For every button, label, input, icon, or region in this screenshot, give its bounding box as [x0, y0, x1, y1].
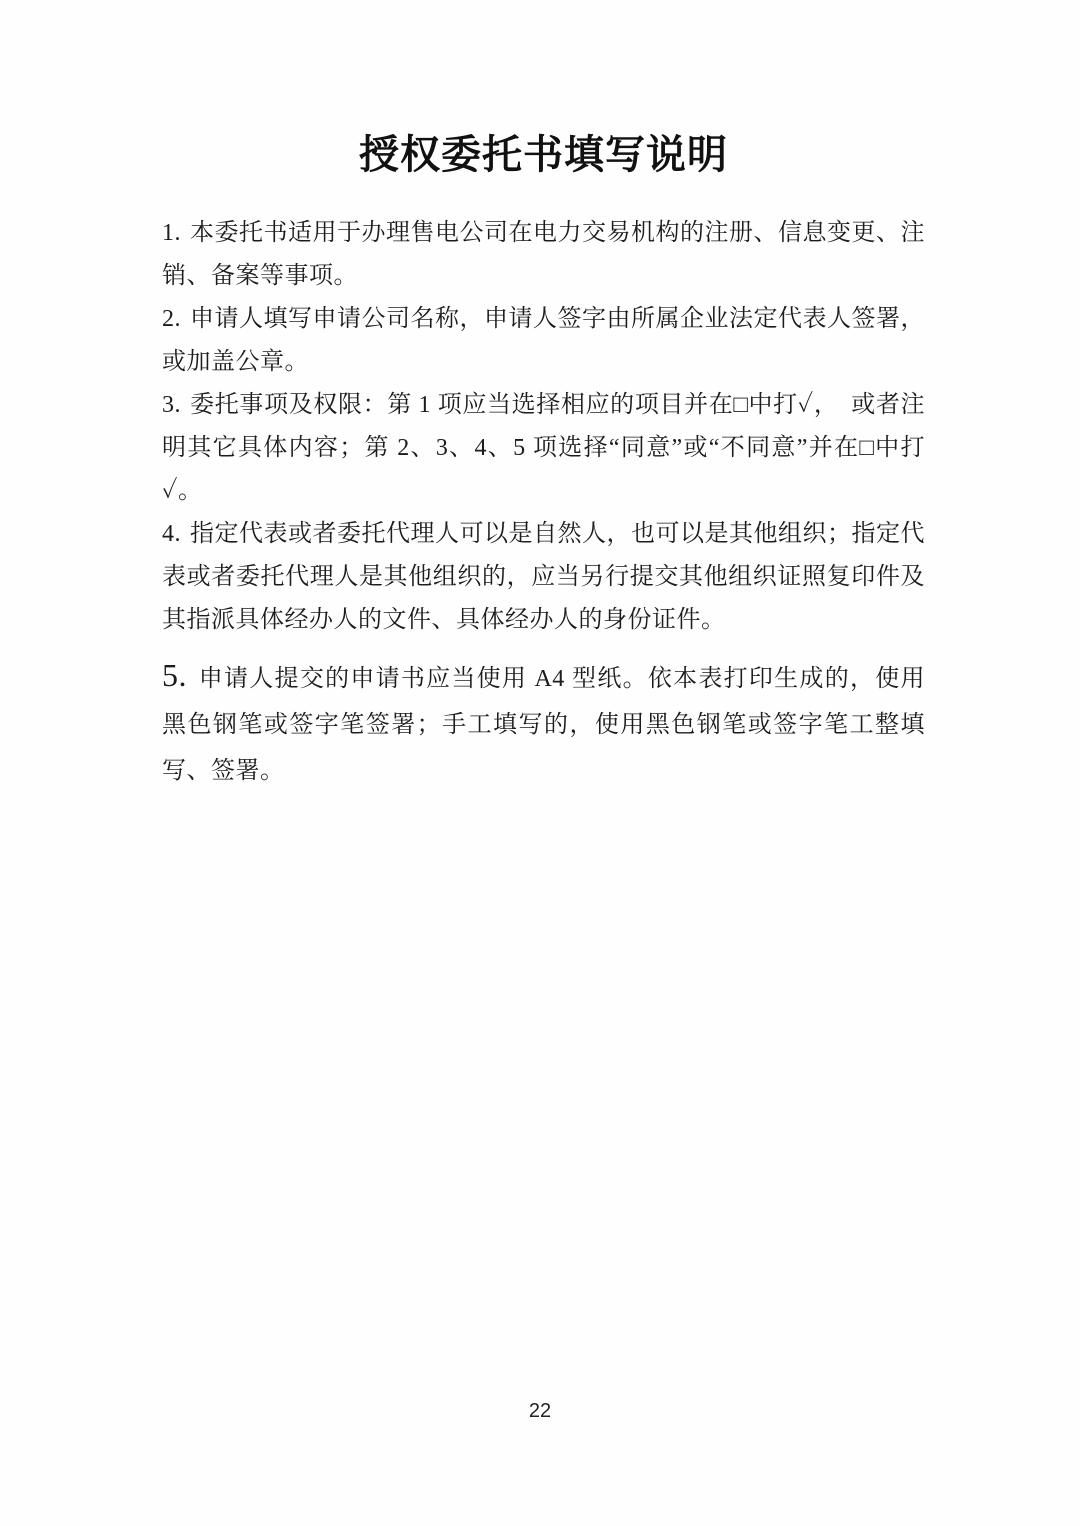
item-2-text: 申请人填写申请公司名称，申请人签字由所属企业法定代表人签署，或加盖公章。 — [162, 306, 925, 375]
instruction-item-1 — [162, 212, 925, 298]
document-body — [162, 212, 925, 794]
item-4-text: 指定代表或者委托代理人可以是自然人，也可以是其他组织；指定代表或者委托代理人是其他组织的，应当另行提交其他组织证照复印件及其指派具体经办人的文件、具体经办人的身份证件。 — [162, 521, 925, 633]
page-title: 授权委托书填写说明 — [359, 133, 728, 177]
instruction-item-2 — [162, 298, 925, 384]
item-3-number: 3. — [162, 392, 181, 418]
item-4-number: 4. — [162, 521, 181, 547]
item-1-text: 本委托书适用于办理售电公司在电力交易机构的注册、信息变更、注销、备案等事项。 — [162, 220, 925, 289]
item-3-text: 委托事项及权限：第 1 项应当选择相应的项目并在□中打✓， 或者注明其它具体内容；第 2、3、4、5 项选择“同意”或“不同意”并在□中打✓。 — [162, 392, 925, 504]
page-number: 22 — [528, 1400, 552, 1422]
item-2-number: 2. — [162, 306, 181, 332]
item-5-number: 5. — [162, 657, 187, 693]
instruction-item-3 — [162, 384, 925, 513]
instruction-item-5 — [162, 652, 925, 794]
instruction-item-4 — [162, 513, 925, 642]
item-5-text: 申请人提交的申请书应当使用 A4 型纸。依本表打印生成的，使用黑色钢笔或签字笔签署；手工填写的，使用黑色钢笔或签字笔工整填写、签署。 — [162, 666, 925, 784]
item-1-number: 1. — [162, 220, 181, 246]
